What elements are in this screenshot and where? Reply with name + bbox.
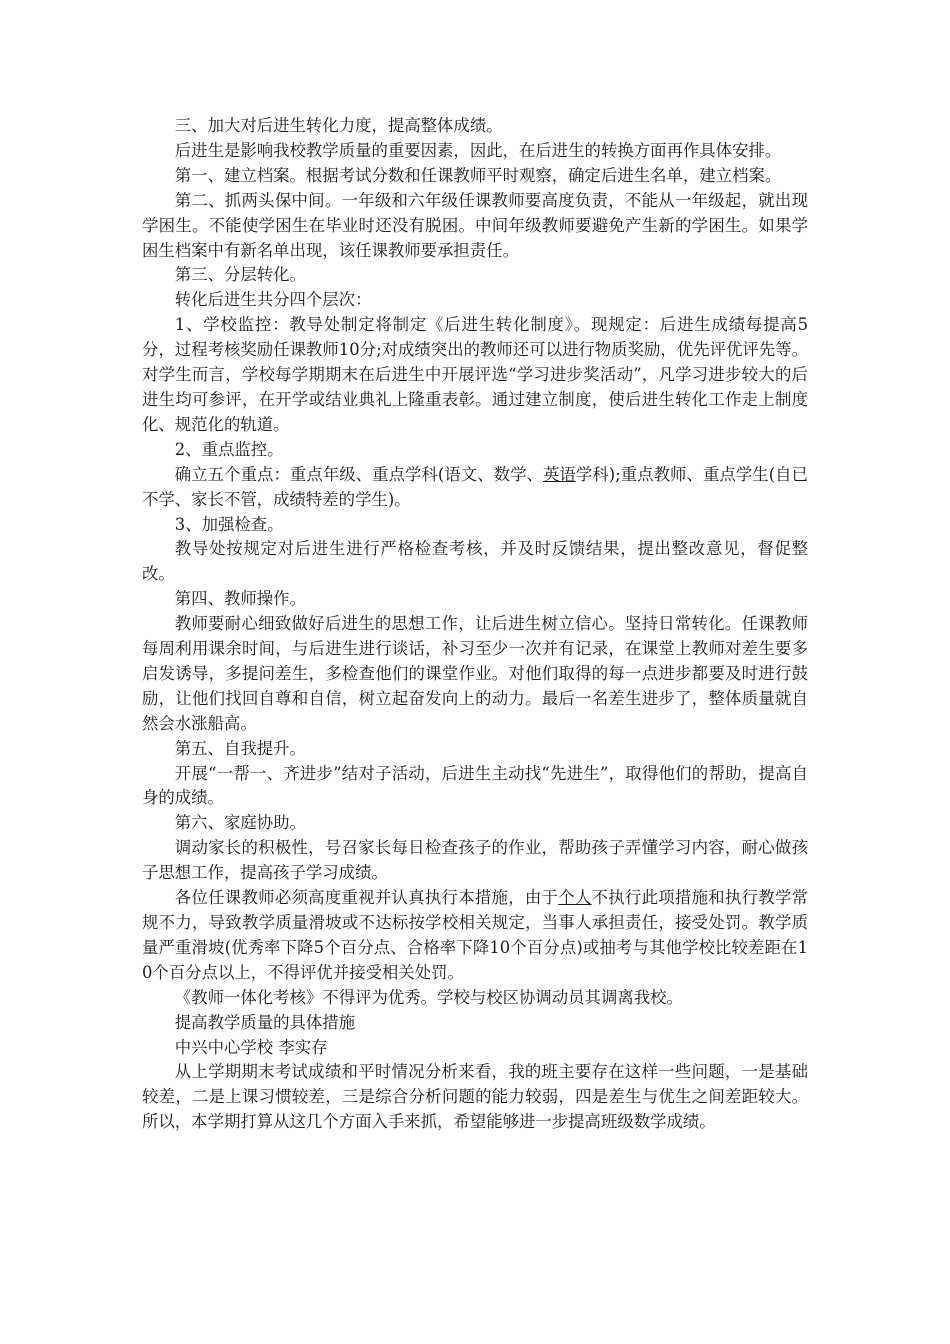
paragraph: 第二、抓两头保中间。一年级和六年级任课教师要高度负责，不能从一年级起，就出现学困生。不能使学困生在毕业时还没有脱困。中间年级教师要避免产生新的学困生。如果学困生档案中有新名单出现，该任课教师要承担责任。 (142, 190, 808, 260)
paragraph: 第六、家庭协助。 (174, 813, 306, 833)
paragraph: 教导处按规定对后进生进行严格检查考核，并及时反馈结果，提出整改意见，督促整改。 (142, 539, 808, 584)
paragraph: 从上学期期末考试成绩和平时情况分析来看，我的班主要存在这样一些问题，一是基础较差，二是上课习惯较差，三是综合分析问题的能力较弱，四是差生与优生之间差距较大。所以，本学期打算从这几个方面入手来抓，希望能够进一步提高班级数学成绩。 (142, 1062, 808, 1132)
paragraph: 2、重点监控。 (174, 439, 284, 459)
paragraph: 第五、自我提升。 (174, 738, 306, 758)
author-line: 中兴中心学校 李实存 (174, 1037, 328, 1057)
paragraph: 调动家长的积极性，号召家长每日检查孩子的作业，帮助孩子弄懂学习内容，耐心做孩子思想工作，提高孩子学习成绩。 (142, 838, 808, 883)
article-title: 提高教学质量的具体措施 (174, 1012, 356, 1032)
document-body (142, 114, 808, 1135)
paragraph: 教师要耐心细致做好后进生的思想工作，让后进生树立信心。坚持日常转化。任课教师每周利用课余时间，与后进生进行谈话，补习至少一次并有记录，在课堂上教师对差生要多启发诱导，多提问差生，多检查他们的课堂作业。对他们取得的每一点进步都要及时进行鼓励，让他们找回自尊和自信，树立起奋发向上的动力。最后一名差生进步了，整体质量就自然会水涨船高。 (142, 614, 808, 733)
paragraph: 1、学校监控：教导处制定将制定《后进生转化制度》。现规定：后进生成绩每提高5分，过程考核奖励任课教师10分;对成绩突出的教师还可以进行物质奖励，优先评优评先等。对学生而言，学校每学期期末在后进生中开展评选“学习进步奖活动”，凡学习进步较大的后进生均可参评，在开学或结业典礼上隆重表彰。通过建立制度，使后进生转化工作走上制度化、规范化的轨道。 (142, 315, 808, 434)
paragraph: 3、加强检查。 (174, 514, 284, 534)
paragraph-with-link: 各位任课教师必须高度重视并认真执行本措施，由于个人不执行此项措施和执行教学常规不力，导致教学质量滑坡或不达标按学校相关规定，当事人承担责任，接受处罚。教学质量严重滑坡(优秀率下降5个百分点、合格率下降10个百分点)或抽考与其他学校比较差距在10个百分点以上，不得评优并接受相关处罚。 (142, 888, 809, 982)
paragraph: 第三、分层转化。 (174, 265, 306, 285)
paragraph: 第一、建立档案。根据考试分数和任课教师平时观察，确定后进生名单，建立档案。 (174, 165, 782, 185)
paragraph: 后进生是影响我校教学质量的重要因素，因此，在后进生的转换方面再作具体安排。 (174, 140, 782, 160)
link-personal[interactable]: 个人 (558, 888, 592, 908)
paragraph: 开展“一帮一、齐进步”结对子活动，后进生主动找“先进生”，取得他们的帮助，提高自身的成绩。 (142, 763, 808, 808)
paragraph-with-link: 确立五个重点：重点年级、重点学科(语文、数学、英语学科);重点教师、重点学生(自已不学、家长不管，成绩特差的学生)。 (142, 464, 808, 509)
section-heading-3: 三、加大对后进生转化力度，提高整体成绩。 (174, 116, 503, 135)
paragraph: 转化后进生共分四个层次： (174, 290, 372, 310)
paragraph: 《教师一体化考核》不得评为优秀。学校与校区协调动员其调离我校。 (174, 987, 683, 1007)
link-english[interactable]: 英语 (542, 464, 576, 484)
paragraph: 第四、教师操作。 (174, 589, 306, 609)
